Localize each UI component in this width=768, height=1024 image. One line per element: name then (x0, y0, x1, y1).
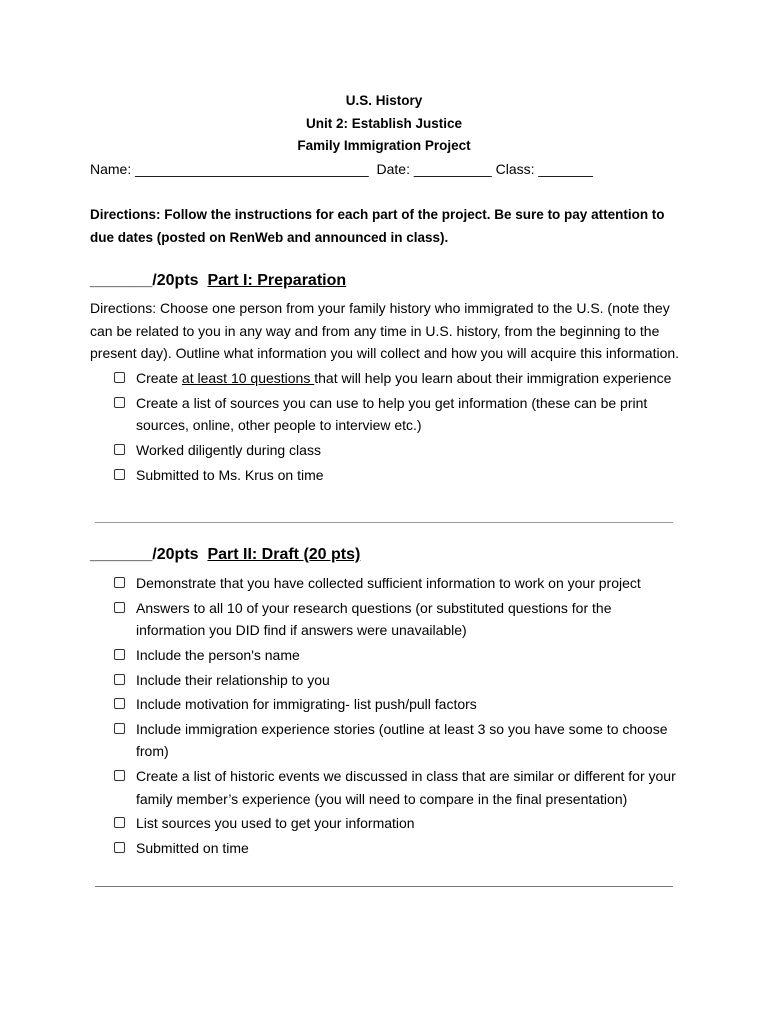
checklist-item: Submitted on time (114, 837, 680, 860)
part2-checklist (114, 572, 680, 862)
checklist-item: Create a list of historic events we discussed in class that are similar or different for your family member’s experience (you will need to compare in the final presentation) (114, 765, 680, 810)
part2-heading (90, 546, 360, 564)
checkbox[interactable] (114, 397, 125, 408)
part1-checklist (114, 367, 680, 488)
checkbox[interactable] (114, 469, 125, 480)
checkbox[interactable] (114, 817, 125, 828)
checkbox[interactable] (114, 698, 125, 709)
part1-points: /20pts (152, 272, 199, 289)
checklist-item: Include motivation for immigrating- list push/pull factors (114, 693, 680, 716)
checkbox[interactable] (114, 372, 125, 383)
checklist-item: Create a list of sources you can use to help you get information (these can be print sources, online, other people to interview etc.) (114, 392, 680, 437)
checkbox[interactable] (114, 770, 125, 781)
checklist-item: Answers to all 10 of your research questions (or substituted questions for the information you DID find if answers were unavailable) (114, 597, 680, 642)
date-field[interactable]: __________ (413, 161, 492, 177)
name-date-class-row (90, 158, 593, 180)
checkbox[interactable] (114, 649, 125, 660)
checklist-item: Create at least 10 questions that will help you learn about their immigration experience (114, 367, 680, 390)
section-divider (95, 522, 673, 523)
checkbox[interactable] (114, 577, 125, 588)
part2-points: /20pts (152, 546, 199, 563)
checklist-item: Demonstrate that you have collected sufficient information to work on your project (114, 572, 680, 595)
unit-title: Unit 2: Establish Justice (305, 115, 463, 131)
project-title: Family Immigration Project (297, 138, 471, 153)
checklist-item: Submitted to Ms. Krus on time (114, 464, 680, 487)
document-header (90, 90, 678, 158)
class-label: Class: (495, 161, 535, 177)
checkbox[interactable] (114, 674, 125, 685)
part1-heading (90, 272, 346, 290)
part1-title: Part I: Preparation (207, 272, 347, 289)
checklist-item: Include immigration experience stories (outline at least 3 so you have some to choose from) (114, 718, 680, 763)
class-field[interactable]: _______ (538, 161, 593, 177)
part1-directions: Directions: Choose one person from your family history who immigrated to the U.S. (note they can be related to you in any way and from any time in U.S. history, from the beginning to the present day). Outline what information you will collect and how you will acquire this information. (90, 300, 680, 361)
checkbox[interactable] (114, 723, 125, 734)
name-field[interactable]: ______________________________ (135, 161, 369, 177)
checklist-item: Include the person's name (114, 644, 680, 667)
part2-score-blank[interactable]: _______ (90, 546, 153, 563)
checkbox[interactable] (114, 842, 125, 853)
general-directions: Directions: Follow the instructions for each part of the project. Be sure to pay attention to due dates (posted on RenWeb and announced in class). (90, 207, 665, 245)
checklist-item: Include their relationship to you (114, 669, 680, 692)
part2-title: Part II: Draft (20 pts) (207, 546, 361, 563)
section-divider (95, 886, 673, 887)
checkbox[interactable] (114, 602, 125, 613)
part1-score-blank[interactable]: _______ (90, 272, 153, 289)
checklist-item: List sources you used to get your information (114, 812, 680, 835)
date-label: Date: (376, 161, 410, 177)
underlined-text: at least 10 questions (181, 370, 315, 386)
name-label: Name: (90, 161, 132, 177)
checkbox[interactable] (114, 444, 125, 455)
checklist-item: Worked diligently during class (114, 439, 680, 462)
course-title: U.S. History (345, 93, 423, 108)
